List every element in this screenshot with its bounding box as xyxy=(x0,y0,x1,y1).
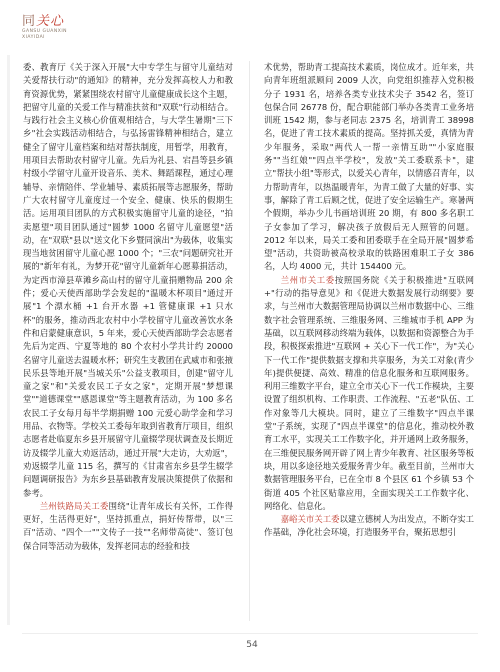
masthead-subtitle-1: GANSU GUANXIN xyxy=(22,29,68,34)
left-paragraph-2 xyxy=(23,500,233,553)
masthead-logo xyxy=(22,10,112,44)
right-paragraph-2 xyxy=(264,274,474,513)
brand-prefix: 同 xyxy=(22,14,37,29)
right-paragraph-3 xyxy=(264,513,474,540)
right-paragraph-1: 术优势，帮助青工提高技术素质，岗位成才。近年来，共向青年班组派顾问 2009 人次，向党组织推荐入党积极分子 1931 名，培养各类专业技术尖子 3542 名，签订包保合同 26778 份，配合职能部门举办各类青工业务培训班 1542 期，参与老同志 2375 名，培训青工 38998 名，促进了青工技术素质的提高。坚持抓关爱，真情为青少年服务，采取"两代人一帮一亲情互助""小家庭服务""当红娘""四点半学校"，发放"关工委联系卡"，建立"帮扶小组"等形式，以爱关心青年，以情感召青年，以力帮助青年，以热温暖青年，为青工做了大量的好事、实事，解除了青工后顾之忧，促进了安全运输生产。寒暑两个假期，举办少儿书画培训班 20 期，有 800 多名职工子女参加了学习，解决孩子放假后无人照管的问题。2012 年以来，局关工委和团委联手在全局开展"圆梦希望"活动，共资助被高校录取的铁路困难职工子女 386 名，人均 4000 元，共计 154400 元。 xyxy=(264,62,474,272)
footer-rule xyxy=(22,633,478,634)
right-column xyxy=(264,61,474,626)
right-paragraph-2-body: 按照国务院《关于积极推进"互联网 +"行动的指导意见》和《促进大数据发展行动纲要》要求，与兰州市大数据管理局协调以兰州市数据中心、三维数字社会管理系统、三维服务网、三维城市手机 APP 为基础，以互联网移动终端为载体，以数据和资源整合为手段，积极探索推进"互联网 + 关心下一代工作"，为"关心下一代工作"提供数据支撑和共享服务，为关工对象(青少年)提供便捷、高效、精准的信息化服务和互联网服务。利用三维数字平台，建立全市关心下一代工作模块，主要设置了组织机构、工作职责、工作流程、"五老"队伍、工作对象等几大模块。同时，建立了三维数字"四点半课堂"子系统，实现了"四点半课堂"的信息化，推动校外教育工水平，实现关工工作数字化，并开通网上政务服务，在三维便民服务网开辟了网上青少年教育、社区服务等板块，用以多途径地关爱服务青少年。截至目前，兰州市大数据管理服务平台，已在全市 8 个县区 61 个乡镇 53 个街道 405 个社区贴靠应用，全面实现关工工作数字化、网络化、信息化。 xyxy=(264,274,474,511)
page-margin-bar xyxy=(7,55,10,625)
masthead-brand xyxy=(22,10,112,29)
left-column xyxy=(23,61,233,626)
right-paragraph-3-body: 以建立德树人为出发点，不断夺实工作基础，净化社会环境，打造服务平台，聚拓思想引 xyxy=(264,514,474,538)
section-lead-lanzhou-railway: 兰州铁路局关工委 xyxy=(39,500,109,511)
section-lead-lanzhou-city: 兰州市关工委 xyxy=(280,274,335,285)
column-divider xyxy=(249,61,250,621)
left-paragraph-1: 委、教育厅《关于深入开展"大中专学生与留守儿童结对关爱帮扶行动"的通知》的精神，充分发挥高校人力和教育资源优势，紧紧围绕农村留守儿童健康成长这个主题，把留守儿童的关爱工作与精准扶贫和"双联"行动相结合。与践行社会主义核心价值观相结合，与大学生暑期"三下乡"社会实践活动相结合，与弘扬雷锋精神相结合，建立健全了留守儿童档案和结对帮扶制度，用暂学，用教育，用项目去帮助农村留守儿童。先后为礼县、宕昌等县乡镇村级小学留守儿童开设音乐、美术、舞蹈课程，通过心理辅导、亲情陪伴、学业辅导、素质拓展等志愿服务，帮助广大农村留守儿童度过一个安全、健康、快乐的假期生活。运用项目团队的方式积极实施留守儿童的途径，"拍卖愿望"项目团队通过"圆梦 1000 名留守儿童愿望"活动，在"双联"县以"送文化下乡暨同演出"为载体，收集实现当地贫困留守儿童心愿 1000 个；"三农"问题研究社开展的"新年有礼，为梦开花"留守儿童新年心愿募捐活动，为定西市漳县草滩乡高山村的留守儿童捐赠物品 200 余件；爱心天使西部助学会发起的"温暖木杯项目"通过开展"1 个漂水桶 +1 台开水器 +1 管健康课 +1 只水杯"的服务，推动西北农村中小学校留守儿童改善饮水条件和启蒙健康意识，5 年来，爱心天使西部助学会志愿者先后为定西、宁夏等地的 80 个农村小学共计约 20000 名留守儿童送去温暖水杯；研究生支教团在武威市和张掖民乐县等地开展"当城关乐"公益支教项目，创建"留守儿童之家"和"关爱农民工子女之家"，定期开展"梦想课堂""道德课堂""感恩课堂"等主题教育活动，为 100 多名农民工子女每月每半学期捐赠 100 元爱心助学金和学习用品、衣物等。学校关工委每年取到省教育厅项目，组织志愿者赴临夏东乡县开展留守儿童辍学现状调查及长期近访及辍学儿童大劝返活动，通过开展"大走访，大劝返"，劝返辍学儿童 115 名，撰写的《甘肃省东乡县学生辍学问题调研报告》为东乡县基础教育发展决策提供了依据和参考。 xyxy=(23,62,233,498)
masthead-subtitle-2: XIAYIDAI xyxy=(22,35,46,40)
section-lead-jiayuguan: 嘉峪关市关工委 xyxy=(280,514,340,525)
left-paragraph-2-body: 围绕"让青年成长有关怀，工作得更好，生活得更好"，坚持抓重点，捐好传帮带，以"三百"活动、"四个一""文传子一技""名师带高徒"、签订包保合同等活动为载体，发挥老同志的经验和技 xyxy=(23,500,233,551)
brand-accent: 关心 xyxy=(36,14,65,29)
page-number: 54 xyxy=(246,640,258,650)
